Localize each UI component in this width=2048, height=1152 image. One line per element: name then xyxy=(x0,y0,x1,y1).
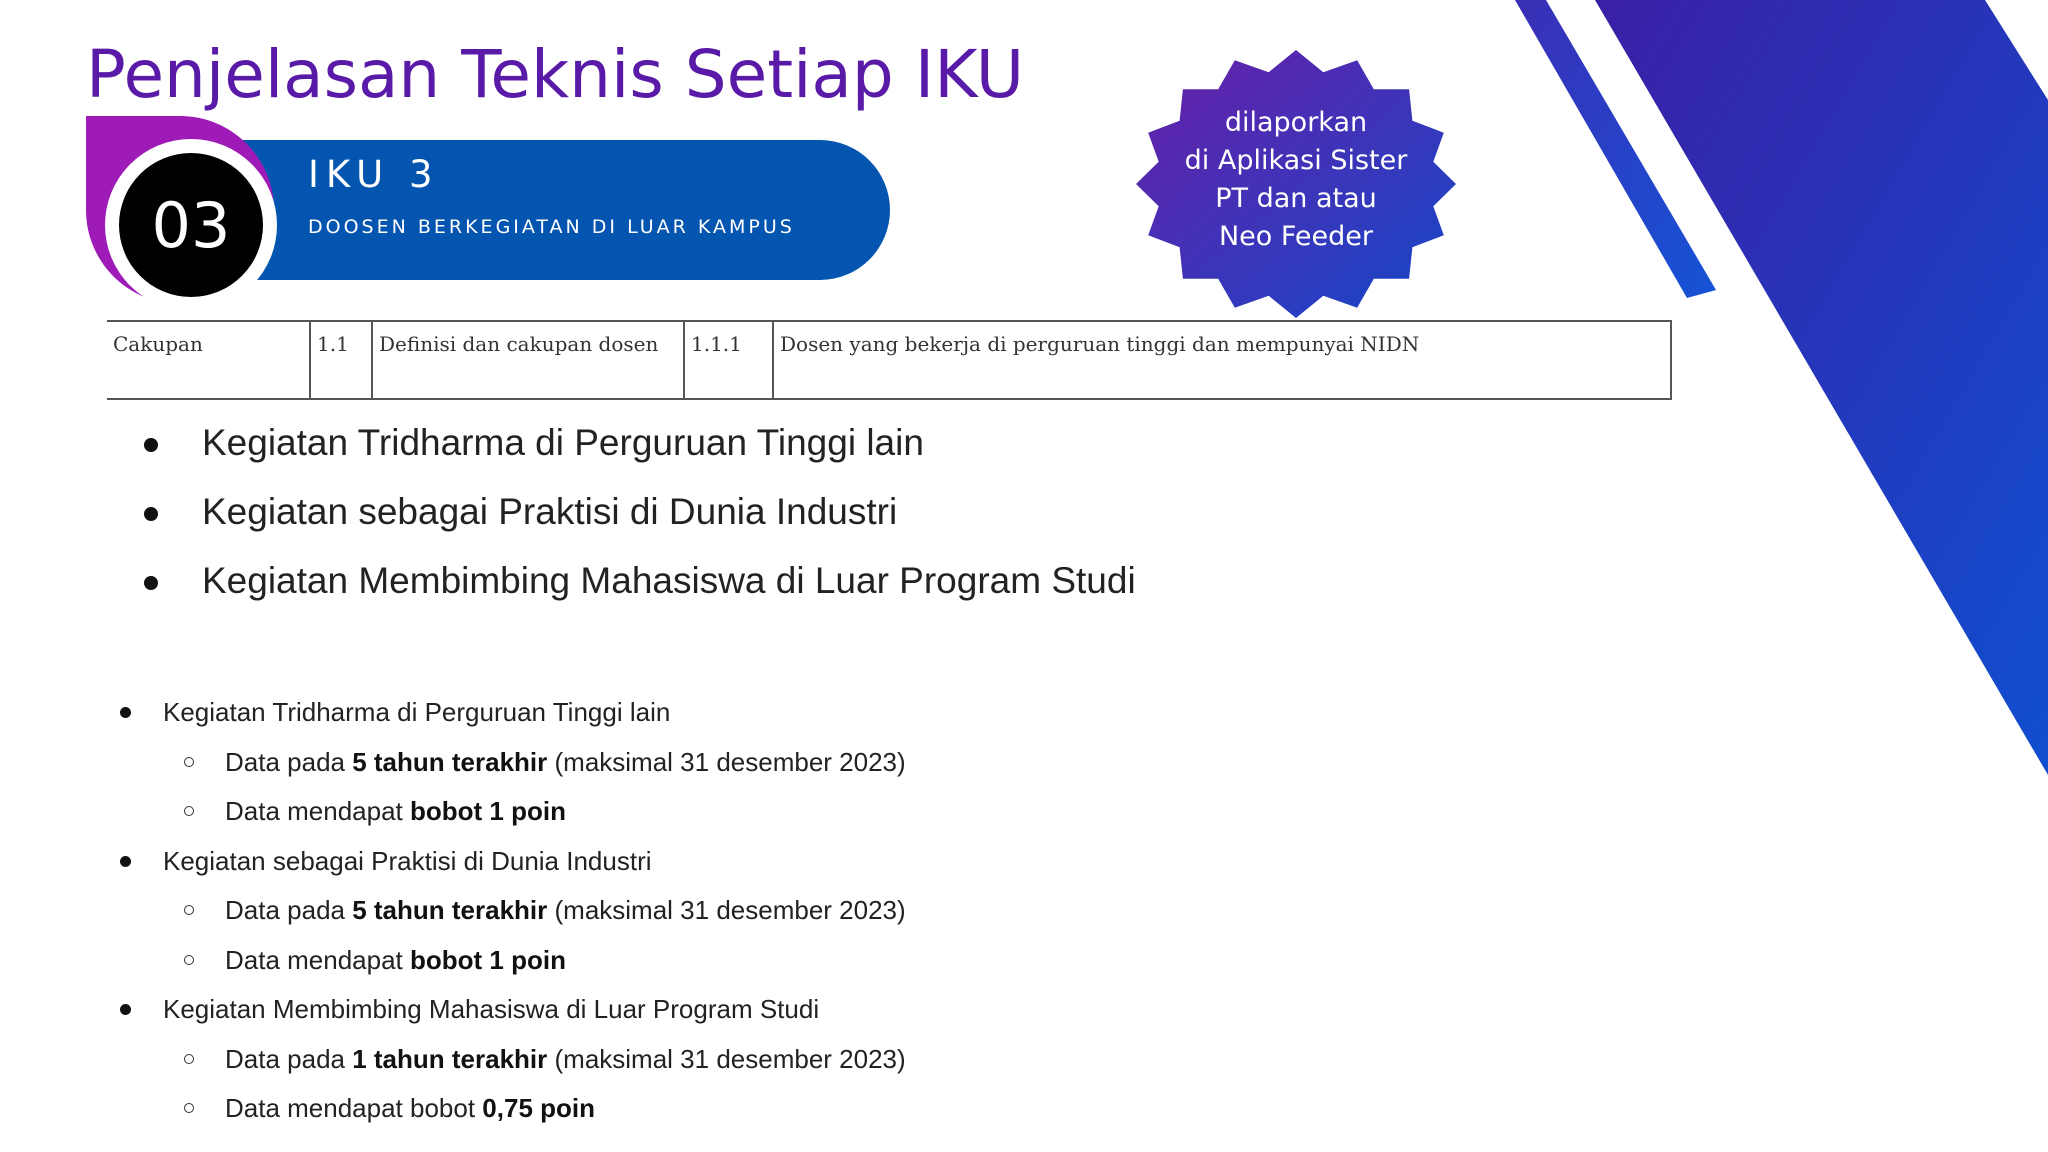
detail-bold: 5 tahun terakhir xyxy=(352,895,548,925)
detail-text: (maksimal 31 desember 2023) xyxy=(547,895,906,925)
iku-code: IKU 3 xyxy=(308,153,440,196)
circle-bullet-icon xyxy=(184,955,194,965)
detail-text: Data mendapat xyxy=(225,944,411,975)
iku-subtitle: DOOSEN BERKEGIATAN DI LUAR KAMPUS xyxy=(308,216,795,238)
bullet-icon xyxy=(144,507,158,521)
bullet-icon xyxy=(120,1004,131,1015)
circle-bullet-icon xyxy=(184,905,194,915)
scope-table xyxy=(107,320,1672,400)
table-cell: Definisi dan cakupan dosen xyxy=(372,321,684,399)
detail-label: Kegiatan sebagai Praktisi di Dunia Industri xyxy=(163,845,652,876)
detail-bold: bobot 1 poin xyxy=(410,944,566,975)
list-item xyxy=(118,987,906,1037)
detail-text: Data pada xyxy=(225,746,353,777)
detail-text: (maksimal 31 desember 2023) xyxy=(547,1043,906,1074)
table-cell: Dosen yang bekerja di perguruan tinggi dan mempunyai NIDN xyxy=(773,321,1671,399)
detail-text: (maksimal 31 desember 2023) xyxy=(547,746,906,777)
detail-bold: 1 tahun terakhir xyxy=(352,1043,548,1074)
seal-line: PT dan atau xyxy=(1215,183,1377,214)
circle-bullet-icon xyxy=(184,1054,194,1064)
circle-bullet-icon xyxy=(184,757,194,767)
detail-bold: 0,75 poin xyxy=(482,1093,595,1123)
list-item-text: Kegiatan Tridharma di Perguruan Tinggi lain xyxy=(202,422,924,463)
bullet-icon xyxy=(144,438,158,452)
circle-bullet-icon xyxy=(184,806,194,816)
bullet-icon xyxy=(120,707,131,718)
detail-text: Data mendapat bobot xyxy=(225,1093,483,1123)
detail-text: Data mendapat xyxy=(225,796,411,826)
detail-text: Data pada xyxy=(225,1043,353,1074)
bullet-icon xyxy=(120,856,131,867)
detail-bold: 5 tahun terakhir xyxy=(352,746,548,777)
seal-line: Neo Feeder xyxy=(1218,221,1374,252)
seal-text xyxy=(1146,104,1446,256)
list-item-text: Kegiatan Membimbing Mahasiswa di Luar Program Studi xyxy=(202,560,1136,601)
list-item xyxy=(118,888,906,938)
detail-list xyxy=(118,690,906,1136)
diagonal-band-thin xyxy=(1515,0,1716,298)
list-item xyxy=(118,938,906,988)
table-cell: 1.1.1 xyxy=(684,321,773,399)
list-item-text: Kegiatan sebagai Praktisi di Dunia Industri xyxy=(202,491,898,532)
list-item xyxy=(140,554,1136,623)
list-item xyxy=(118,1086,906,1136)
list-item xyxy=(118,839,906,889)
seal-line: di Aplikasi Sister xyxy=(1184,145,1408,176)
list-item xyxy=(140,416,1136,485)
table-cell: Cakupan xyxy=(107,321,310,399)
main-activity-list xyxy=(140,416,1136,623)
detail-text: Data pada xyxy=(225,895,353,925)
detail-bold: bobot 1 poin xyxy=(410,796,566,826)
seal-line: dilaporkan xyxy=(1224,107,1368,138)
list-item xyxy=(140,485,1136,554)
circle-bullet-icon xyxy=(184,1103,194,1113)
table-row xyxy=(107,321,1671,399)
table-cell: 1.1 xyxy=(310,321,372,399)
list-item xyxy=(118,1037,906,1087)
bullet-icon xyxy=(144,576,158,590)
list-item xyxy=(118,690,906,740)
detail-label: Kegiatan Tridharma di Perguruan Tinggi lain xyxy=(163,697,671,727)
list-item xyxy=(118,789,906,839)
list-item xyxy=(118,740,906,790)
badge-number: 03 xyxy=(119,153,263,297)
page-title: Penjelasan Teknis Setiap IKU xyxy=(86,36,1025,113)
detail-label: Kegiatan Membimbing Mahasiswa di Luar Program Studi xyxy=(163,994,820,1024)
